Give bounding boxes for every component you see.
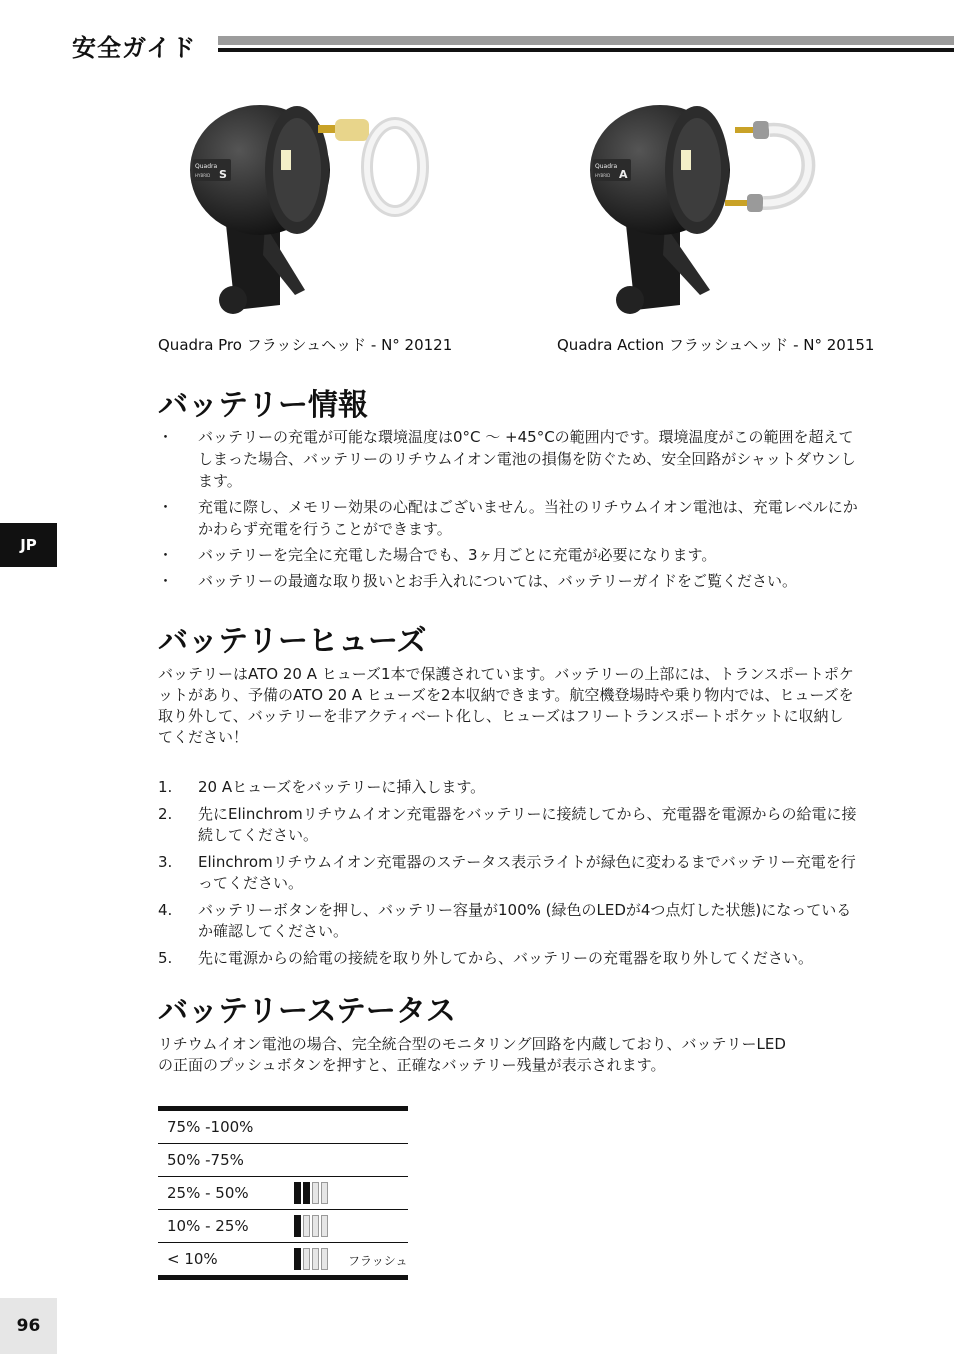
list-item: ・ 充電に際し、メモリー効果の心配はございません。当社のリチウムイオン電池は、充電レベルにかかわらず充電を行うことができます。 <box>158 498 858 538</box>
battery-fuse-paragraph: バッテリーはATO 20 A ヒューズ1本で保護されています。バッテリーの上部には、トランスポートポケットがあり、予備のATO 20 A ヒューズを2本収納できます。航空機登場時や乗り物内では、ヒューズを取り外して、バッテリーを非アクティベート化し、ヒューズはフリートランスポートポケットに収納してください！ <box>158 665 854 746</box>
list-item: 1. 20 Aヒューズをバッテリーに挿入します。 <box>158 778 486 796</box>
battery-segment-unlit <box>303 1248 310 1270</box>
battery-level-indicator <box>294 1248 328 1270</box>
status-range-label: 10% - 25% <box>167 1217 249 1235</box>
badge-letter: A <box>619 168 628 181</box>
status-range-label: < 10% <box>167 1250 218 1268</box>
battery-segment-unlit <box>303 1215 310 1237</box>
list-item: ・ バッテリーの最適な取り扱いとお手入れについては、バッテリーガイドをご覧ください。 <box>158 572 797 590</box>
battery-level-indicator <box>294 1182 328 1204</box>
battery-segment-unlit <box>321 1248 328 1270</box>
title-rule <box>218 36 954 56</box>
battery-level-indicator <box>294 1215 328 1237</box>
battery-segment-unlit <box>312 1182 319 1204</box>
battery-segment-lit <box>303 1182 310 1204</box>
page-title: 安全ガイド <box>72 34 197 62</box>
badge-sub: HYBRID <box>595 173 611 178</box>
table-row <box>158 1111 408 1144</box>
battery-segment-unlit <box>321 1182 328 1204</box>
battery-segment-lit <box>294 1248 301 1270</box>
section-heading-battery-info: バッテリー情報 <box>158 388 368 423</box>
status-range-label: 25% - 50% <box>167 1184 249 1202</box>
table-row <box>158 1144 408 1177</box>
battery-segment-lit <box>294 1182 301 1204</box>
table-row <box>158 1177 408 1210</box>
quadra-pro-flash-head-illustration <box>185 95 445 325</box>
status-range-label: 75% -100% <box>167 1118 254 1136</box>
list-item: 3. Elinchromリチウムイオン充電器のステータス表示ライトが緑色に変わるまでバッテリー充電を行ってください。 <box>158 853 856 892</box>
status-note: フラッシュ <box>348 1254 408 1268</box>
language-tab: JP <box>0 523 57 567</box>
battery-status-table <box>158 1106 408 1280</box>
battery-fuse-steps <box>158 777 858 975</box>
table-row <box>158 1243 408 1275</box>
badge-brand: Quadra <box>195 163 218 170</box>
list-item: 5. 先に電源からの給電の接続を取り外してから、バッテリーの充電器を取り外してください。 <box>158 949 814 967</box>
product-caption: Quadra Pro フラッシュヘッド - N° 20121 <box>158 336 453 354</box>
quadra-action-flash-head-illustration <box>585 95 835 325</box>
badge-letter: S <box>219 168 227 181</box>
list-item: 2. 先にElinchromリチウムイオン充電器をバッテリーに接続してから、充電器を電源からの給電に接続してください。 <box>158 805 857 844</box>
badge-sub: HYBRID <box>195 173 211 178</box>
section-heading-battery-status: バッテリーステータス <box>158 994 456 1029</box>
battery-segment-unlit <box>321 1215 328 1237</box>
list-item: 4. バッテリーボタンを押し、バッテリー容量が100% (緑色のLEDが4つ点灯した状態)になっているか確認してください。 <box>158 901 852 940</box>
status-range-label: 50% -75% <box>167 1151 244 1169</box>
battery-segment-unlit <box>312 1215 319 1237</box>
battery-info-list <box>158 426 858 596</box>
battery-status-paragraph: リチウムイオン電池の場合、完全統合型のモニタリング回路を内蔵しており、バッテリーLED の正面のプッシュボタンを押すと、正確なバッテリー残量が表示されます。 <box>158 1035 786 1074</box>
table-row <box>158 1210 408 1243</box>
badge-brand: Quadra <box>595 163 618 170</box>
battery-segment-lit <box>294 1215 301 1237</box>
list-item: ・ バッテリーの充電が可能な環境温度は0°C 〜 +45°Cの範囲内です。環境温度がこの範囲を超えてしまった場合、バッテリーのリチウムイオン電池の損傷を防ぐため、安全回路がシャットダウンします。 <box>158 428 856 490</box>
page-number: 96 <box>0 1298 57 1354</box>
battery-segment-unlit <box>312 1248 319 1270</box>
section-heading-battery-fuse: バッテリーヒューズ <box>158 624 427 659</box>
product-caption: Quadra Action フラッシュヘッド - N° 20151 <box>557 336 875 354</box>
list-item: ・ バッテリーを完全に充電した場合でも、3ヶ月ごとに充電が必要になります。 <box>158 546 717 564</box>
